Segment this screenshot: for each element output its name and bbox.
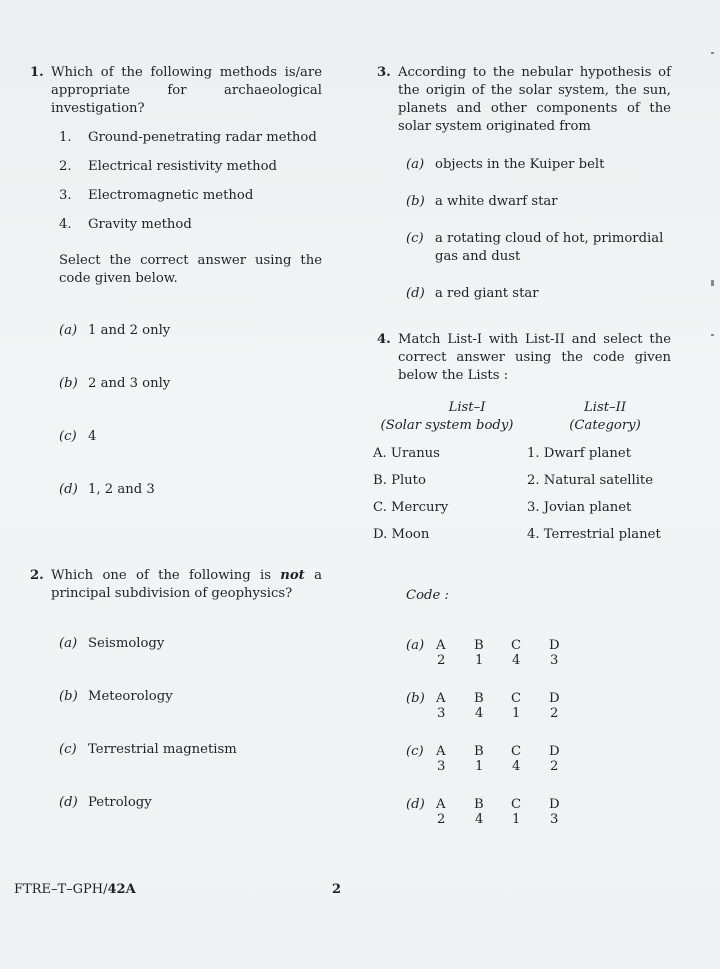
question-2 <box>30 567 322 812</box>
option-b[interactable]: (b) 2 and 3 only <box>59 376 171 391</box>
statement-item: 3. Electromagnetic method <box>59 188 254 203</box>
code-option-d[interactable]: (d) A B C D 2 4 1 3 <box>406 797 560 827</box>
left-column <box>30 64 322 812</box>
scan-mark <box>711 52 714 54</box>
code-option-a[interactable]: (a) A B C D 2 1 4 3 <box>406 638 560 668</box>
list2-item: 3. Jovian planet <box>527 500 632 515</box>
question-number: 2. <box>30 568 44 583</box>
option-b[interactable]: (b) a white dwarf star <box>406 194 558 209</box>
list2-item: 2. Natural satellite <box>527 473 654 488</box>
question-text: Which of the following methods is/are appropriate for archaeological investigation? <box>51 65 322 116</box>
paper-code: FTRE–T–GPH/42A <box>14 882 136 897</box>
statement-item: 2. Electrical resistivity method <box>59 159 277 174</box>
question-4 <box>373 331 671 830</box>
list1-item: C. Mercury <box>373 500 449 515</box>
list2-item: 1. Dwarf planet <box>527 446 631 461</box>
code-options <box>377 637 671 830</box>
list1-item: D. Moon <box>373 527 430 542</box>
statement-item: 1. Ground-penetrating radar method <box>59 130 317 145</box>
list1-subtitle: (Solar system body) <box>380 418 514 433</box>
statement-item: 4. Gravity method <box>59 217 192 232</box>
question-number: 4. <box>377 332 391 347</box>
instruction-text: Select the correct answer using the code given below. <box>59 253 322 286</box>
option-d[interactable]: (d) Petrology <box>59 795 152 810</box>
question-number: 3. <box>377 65 391 80</box>
list1-item: B. Pluto <box>373 473 426 488</box>
code-label: Code : <box>406 588 449 603</box>
option-b[interactable]: (b) Meteorology <box>59 689 173 704</box>
question-text: According to the nebular hypothesis of the origin of the solar system, the sun, planets and other components of the solar system originated from <box>398 65 671 134</box>
right-column <box>373 64 671 830</box>
page-number: 2 <box>332 882 342 897</box>
option-d[interactable]: (d) a red giant star <box>406 286 539 301</box>
question-text: Which one of the following is not a principal subdivision of geophysics? <box>51 568 322 601</box>
list2-item: 4. Terrestrial planet <box>527 527 661 542</box>
list1-title: List–I <box>448 400 486 415</box>
option-c[interactable]: (c) Terrestrial magnetism <box>59 742 237 757</box>
code-option-b[interactable]: (b) A B C D 3 4 1 2 <box>406 691 560 721</box>
question-number: 1. <box>30 65 44 80</box>
scan-mark <box>711 334 714 336</box>
list2-subtitle: (Category) <box>569 418 641 433</box>
match-lists <box>373 399 671 559</box>
option-c[interactable]: (c) a rotating cloud of hot, primordial gas and dust <box>406 231 664 264</box>
question-1 <box>30 64 322 499</box>
option-c[interactable]: (c) 4 <box>59 429 97 444</box>
list2-title: List–II <box>583 400 627 415</box>
code-option-c[interactable]: (c) A B C D 3 1 4 2 <box>406 744 560 774</box>
question-text: Match List-I with List-II and select the correct answer using the code given below the Lists : <box>398 332 671 383</box>
list1-item: A. Uranus <box>373 446 440 461</box>
option-d[interactable]: (d) 1, 2 and 3 <box>59 482 155 497</box>
option-a[interactable]: (a) objects in the Kuiper belt <box>406 157 605 172</box>
scan-mark <box>711 280 714 286</box>
option-a[interactable]: (a) Seismology <box>59 636 165 651</box>
option-a[interactable]: (a) 1 and 2 only <box>59 323 171 338</box>
question-3 <box>377 64 671 303</box>
